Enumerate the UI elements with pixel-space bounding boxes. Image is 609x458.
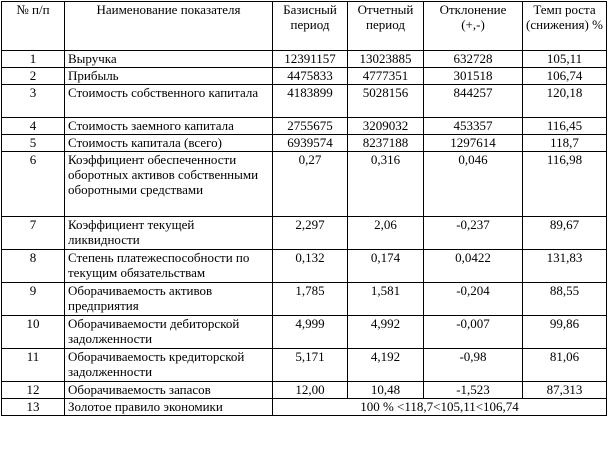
row-name: Оборачиваемость кредиторской задолженности — [65, 349, 273, 382]
row-growth: 120,18 — [523, 85, 607, 118]
row-growth: 118,7 — [523, 135, 607, 152]
table-header-row — [2, 2, 607, 51]
row-report: 8237188 — [348, 135, 424, 152]
row-growth: 105,11 — [523, 51, 607, 68]
row-growth: 131,83 — [523, 250, 607, 283]
row-report: 0,174 — [348, 250, 424, 283]
row-base: 4,999 — [273, 316, 348, 349]
row-num: 2 — [2, 68, 65, 85]
golden-rule-row — [2, 399, 607, 416]
row-name: Стоимость собственного капитала — [65, 85, 273, 118]
table-row — [2, 135, 607, 152]
row-report: 1,581 — [348, 283, 424, 316]
header-num: № п/п — [2, 2, 65, 51]
row-growth: 89,67 — [523, 217, 607, 250]
row-name: Оборачиваемости дебиторской задолженности — [65, 316, 273, 349]
row-num: 3 — [2, 85, 65, 118]
row-num: 12 — [2, 382, 65, 399]
row-report: 2,06 — [348, 217, 424, 250]
row-report: 5028156 — [348, 85, 424, 118]
row-report: 4777351 — [348, 68, 424, 85]
row-base: 4183899 — [273, 85, 348, 118]
row-num: 11 — [2, 349, 65, 382]
row-deviation: -0,237 — [424, 217, 523, 250]
row-base: 0,27 — [273, 152, 348, 217]
row-deviation: 453357 — [424, 118, 523, 135]
table-row — [2, 316, 607, 349]
row-num: 8 — [2, 250, 65, 283]
header-name: Наименование показателя — [65, 2, 273, 51]
row-base: 2,297 — [273, 217, 348, 250]
row-name: Стоимость капитала (всего) — [65, 135, 273, 152]
row-name: Оборачиваемость активов предприятия — [65, 283, 273, 316]
row-growth: 81,06 — [523, 349, 607, 382]
row-num: 13 — [2, 399, 65, 416]
row-base: 12,00 — [273, 382, 348, 399]
row-deviation: 0,0422 — [424, 250, 523, 283]
row-base: 12391157 — [273, 51, 348, 68]
row-deviation: -0,204 — [424, 283, 523, 316]
row-report: 3209032 — [348, 118, 424, 135]
row-name: Коэффициент текущей ликвидности — [65, 217, 273, 250]
header-deviation: Отклонение (+,-) — [424, 2, 523, 51]
golden-rule-value: 100 % <118,7<105,11<106,74 — [273, 399, 607, 416]
table-row — [2, 152, 607, 217]
row-deviation: -0,98 — [424, 349, 523, 382]
table-row — [2, 250, 607, 283]
row-deviation: 1297614 — [424, 135, 523, 152]
row-growth: 99,86 — [523, 316, 607, 349]
row-num: 10 — [2, 316, 65, 349]
row-base: 5,171 — [273, 349, 348, 382]
table-row — [2, 382, 607, 399]
row-base: 1,785 — [273, 283, 348, 316]
row-growth: 106,74 — [523, 68, 607, 85]
row-report: 13023885 — [348, 51, 424, 68]
table-row — [2, 51, 607, 68]
row-name: Коэффициент обеспеченности оборотных активов собственными оборотными средствами — [65, 152, 273, 217]
row-num: 7 — [2, 217, 65, 250]
row-report: 10,48 — [348, 382, 424, 399]
row-deviation: 632728 — [424, 51, 523, 68]
row-name: Оборачиваемость запасов — [65, 382, 273, 399]
table-row — [2, 118, 607, 135]
financial-indicators-table — [1, 1, 607, 416]
table-row — [2, 85, 607, 118]
row-report: 4,992 — [348, 316, 424, 349]
row-report: 0,316 — [348, 152, 424, 217]
row-base: 4475833 — [273, 68, 348, 85]
table-row — [2, 217, 607, 250]
row-deviation: 301518 — [424, 68, 523, 85]
row-deviation: 0,046 — [424, 152, 523, 217]
row-num: 9 — [2, 283, 65, 316]
row-name: Золотое правило экономики — [65, 399, 273, 416]
row-base: 2755675 — [273, 118, 348, 135]
header-growth: Темп роста (снижения) % — [523, 2, 607, 51]
table-row — [2, 349, 607, 382]
row-growth: 87,313 — [523, 382, 607, 399]
row-growth: 116,45 — [523, 118, 607, 135]
row-name: Прибыль — [65, 68, 273, 85]
header-report: Отчетный период — [348, 2, 424, 51]
row-name: Степень платежеспособности по текущим обязательствам — [65, 250, 273, 283]
row-deviation: -0,007 — [424, 316, 523, 349]
row-growth: 88,55 — [523, 283, 607, 316]
table-row — [2, 283, 607, 316]
row-deviation: -1,523 — [424, 382, 523, 399]
row-report: 4,192 — [348, 349, 424, 382]
row-num: 1 — [2, 51, 65, 68]
header-base: Базисный период — [273, 2, 348, 51]
row-base: 0,132 — [273, 250, 348, 283]
row-name: Стоимость заемного капитала — [65, 118, 273, 135]
row-deviation: 844257 — [424, 85, 523, 118]
row-base: 6939574 — [273, 135, 348, 152]
row-name: Выручка — [65, 51, 273, 68]
table-row — [2, 68, 607, 85]
row-num: 4 — [2, 118, 65, 135]
row-growth: 116,98 — [523, 152, 607, 217]
row-num: 5 — [2, 135, 65, 152]
row-num: 6 — [2, 152, 65, 217]
